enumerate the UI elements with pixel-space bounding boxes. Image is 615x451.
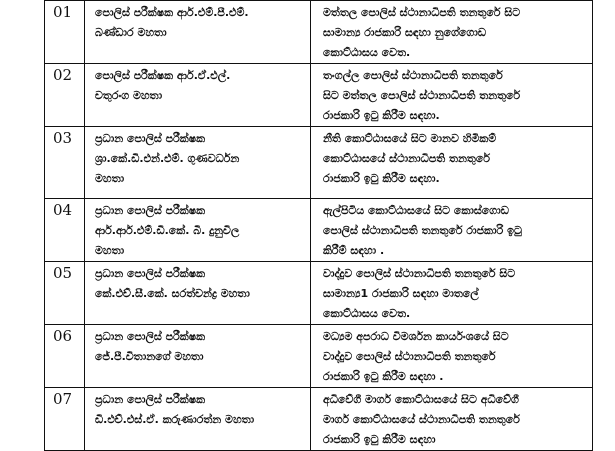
desc-line: ඇල්පිටිය කොට්ඨාසයේ සිට කොස්ගොඩ — [323, 204, 509, 217]
document-page — [44, 0, 592, 446]
name-line: පොලිස් පරීක්ෂක ආර්.එම්.පී.එම්. — [95, 6, 249, 19]
desc-line: මත්තල පොලිස් ස්ථානාධිපති තනතුරේ සිට — [323, 6, 521, 19]
desc-line: කොට්ඨාසය වෙත. — [323, 307, 411, 320]
desc-line: රාජකාරි ඉටු කිරීම සඳහා — [323, 433, 436, 446]
table-row — [45, 388, 593, 451]
officer-name — [85, 325, 311, 388]
desc-line: මධ්‍යම අපරාධ විමර්ශන කාර්යංශයේ සිට — [323, 330, 509, 343]
desc-line: කිරීම් සඳහා . — [323, 244, 385, 257]
name-line: ප්‍රධාන පොලිස් පරීක්ෂක — [95, 267, 206, 280]
row-number: 04 — [45, 199, 85, 262]
row-number: 01 — [45, 1, 85, 64]
name-line: ජේ.පී.විතානගේ මහතා — [95, 350, 204, 363]
name-line: ඩී.එච්.එස්.ඒ. කරුණාරත්න මහතා — [95, 413, 255, 426]
row-number: 07 — [45, 388, 85, 451]
transfer-description — [311, 325, 593, 388]
officer-name — [85, 388, 311, 451]
name-line: පොලිස් පරීක්ෂක ආර්.ඒ.එල්. — [95, 69, 231, 82]
row-number: 02 — [45, 64, 85, 127]
officer-name — [85, 127, 311, 199]
table-row — [45, 199, 593, 262]
name-line: කේ.එච්.සී.කේ. සරත්චන්ද්‍ර මහතා — [95, 287, 250, 300]
desc-line: කොට්ඨාසයේ ස්ථානාධිපති තනතුරේ — [323, 152, 490, 165]
name-line: ප්‍රධාන පොලිස් පරීක්ෂක — [95, 204, 206, 217]
desc-line: අධිවේගී මාර්ග කොට්ඨාසයේ සිට අධිවේගී — [323, 393, 519, 406]
table-row — [45, 64, 593, 127]
name-line: ශ්‍රා.කේ.ඩී.එන්.එම්. ගුණවර්ධන — [95, 152, 240, 165]
table-row — [45, 1, 593, 64]
officer-name — [85, 64, 311, 127]
transfer-description — [311, 388, 593, 451]
transfer-description — [311, 1, 593, 64]
transfer-table — [44, 0, 593, 451]
name-line: මහතා — [95, 172, 125, 185]
officer-name — [85, 199, 311, 262]
row-number: 03 — [45, 127, 85, 199]
desc-line: වාද්දුව පොලිස් ස්ථානාධිපති තනතුරේ — [323, 350, 496, 363]
name-line: ප්‍රධාන පොලිස් පරීක්ෂක — [95, 393, 206, 406]
table-row — [45, 127, 593, 199]
name-line: චතුරංග මහතා — [95, 89, 163, 102]
desc-line: වාද්දුව පොලිස් ස්ථානාධිපති තනතුරේ සිට — [323, 267, 516, 280]
transfer-description — [311, 127, 593, 199]
table-row — [45, 262, 593, 325]
row-number: 05 — [45, 262, 85, 325]
table-row — [45, 325, 593, 388]
desc-line: තංගල්ල පොලිස් ස්ථානාධිපති තනතුරේ — [323, 69, 503, 82]
desc-line: රාජකාරි ඉටු කිරීම සඳහා . — [323, 370, 444, 383]
name-line: මහතා — [95, 244, 125, 257]
desc-line: රාජකාරි ඉටු කිරීම සඳහා. — [323, 172, 440, 185]
desc-line: පොලිස් ස්ථානාධිපති තනතුරේ රාජකාරි ඉටු — [323, 224, 522, 237]
name-line: ප්‍රධාන පොලිස් පරීක්ෂක — [95, 330, 206, 343]
officer-name — [85, 262, 311, 325]
transfer-description — [311, 199, 593, 262]
desc-line: සාමාන්‍ය රාජකාරි සඳහා නුගේගොඩ — [323, 26, 487, 39]
row-number: 06 — [45, 325, 85, 388]
desc-line: මාර්ග කොට්ඨාසයේ ස්ථානාධිපති තනතුරේ — [323, 413, 520, 426]
name-line: බණ්ඩාර මහතා — [95, 26, 167, 39]
desc-line: සිට මත්තල පොලිස් ස්ථානාධිපති තනතුරේ — [323, 89, 521, 102]
desc-line: කොට්ඨාසය වෙත. — [323, 46, 411, 59]
desc-line: සාමාන්‍ය1 රාජකාරි සඳහා මාතලේ — [323, 287, 479, 300]
desc-line: නීති කොට්ඨාසයේ සිට මානව හිමිකම් — [323, 132, 497, 145]
desc-line: රාජකාරි ඉටු කිරීම සඳහා. — [323, 109, 440, 122]
transfer-description — [311, 262, 593, 325]
officer-name — [85, 1, 311, 64]
name-line: ආර්.ආර්.එම්.ඩී.කේ. බී. දුනුවිල — [95, 224, 240, 237]
name-line: ප්‍රධාන පොලිස් පරීක්ෂක — [95, 132, 206, 145]
transfer-description — [311, 64, 593, 127]
